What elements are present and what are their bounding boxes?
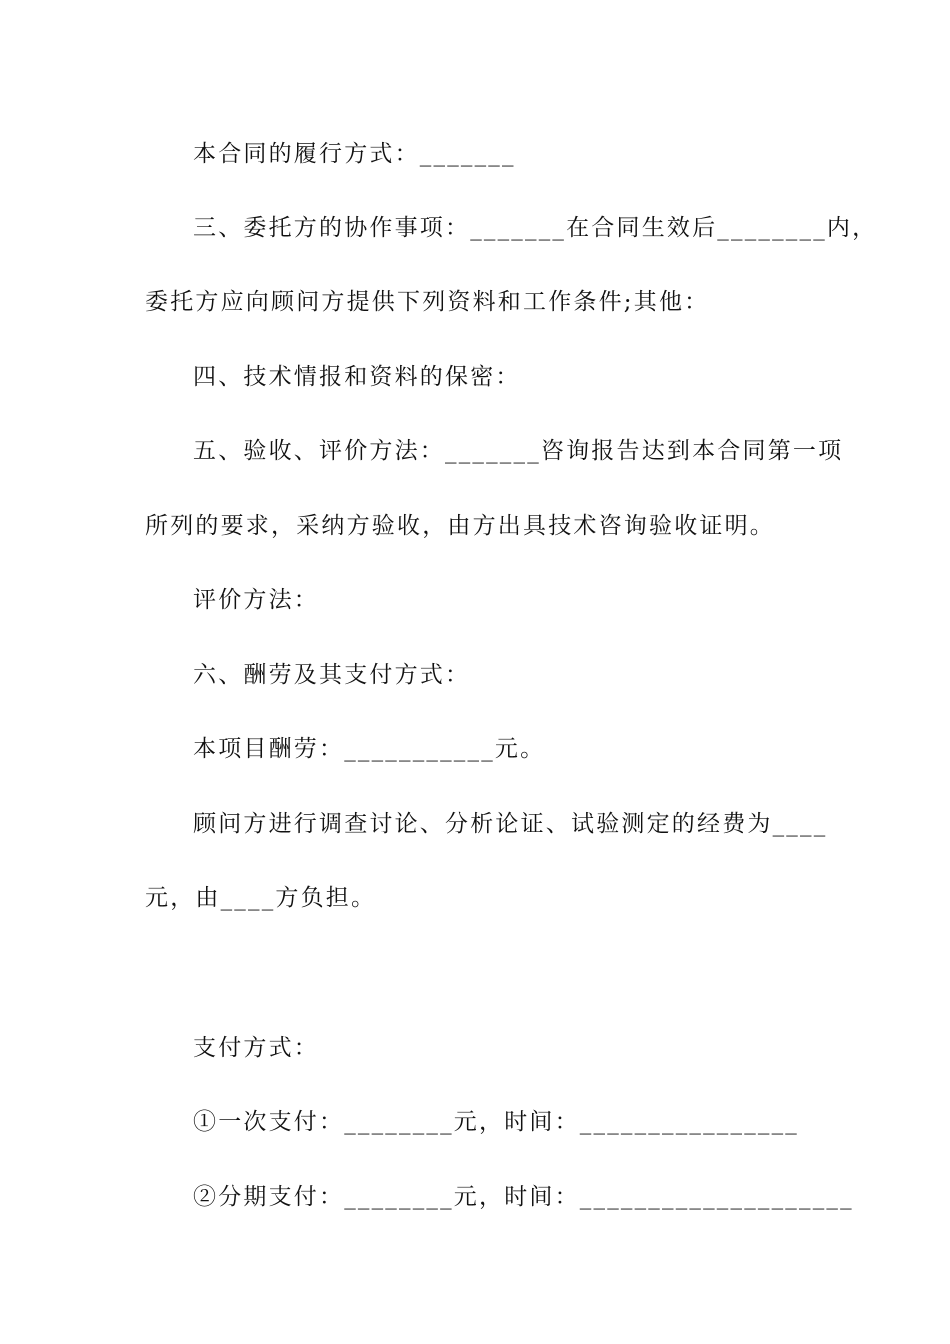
- paragraph-project-remuneration: 本项目酬劳：___________元。: [193, 736, 546, 762]
- paragraph-research-expenses: 顾问方进行调查讨论、分析论证、试验测定的经费为____: [193, 811, 828, 837]
- paragraph-remuneration-heading: 六、酬劳及其支付方式：: [193, 662, 471, 688]
- paragraph-client-cooperation-cont: 委托方应向顾问方提供下列资料和工作条件;其他：: [145, 289, 710, 315]
- paragraph-confidentiality: 四、技术情报和资料的保密：: [193, 364, 521, 390]
- paragraph-acceptance: 五、验收、评价方法：_______咨询报告达到本合同第一项: [193, 438, 844, 464]
- paragraph-client-cooperation: 三、委托方的协作事项：_______在合同生效后________内，: [193, 215, 878, 241]
- paragraph-research-expenses-cont: 元，由____方负担。: [145, 885, 377, 911]
- paragraph-evaluation-method: 评价方法：: [193, 587, 319, 613]
- paragraph-lump-sum-payment: ①一次支付：________元，时间：________________: [193, 1109, 799, 1135]
- paragraph-acceptance-cont: 所列的要求，采纳方验收，由方出具技术咨询验收证明。: [145, 513, 775, 539]
- paragraph-performance-method: 本合同的履行方式：_______: [193, 141, 516, 167]
- paragraph-installment-payment: ②分期支付：________元，时间：____________________: [193, 1184, 854, 1210]
- paragraph-payment-method: 支付方式：: [193, 1035, 319, 1061]
